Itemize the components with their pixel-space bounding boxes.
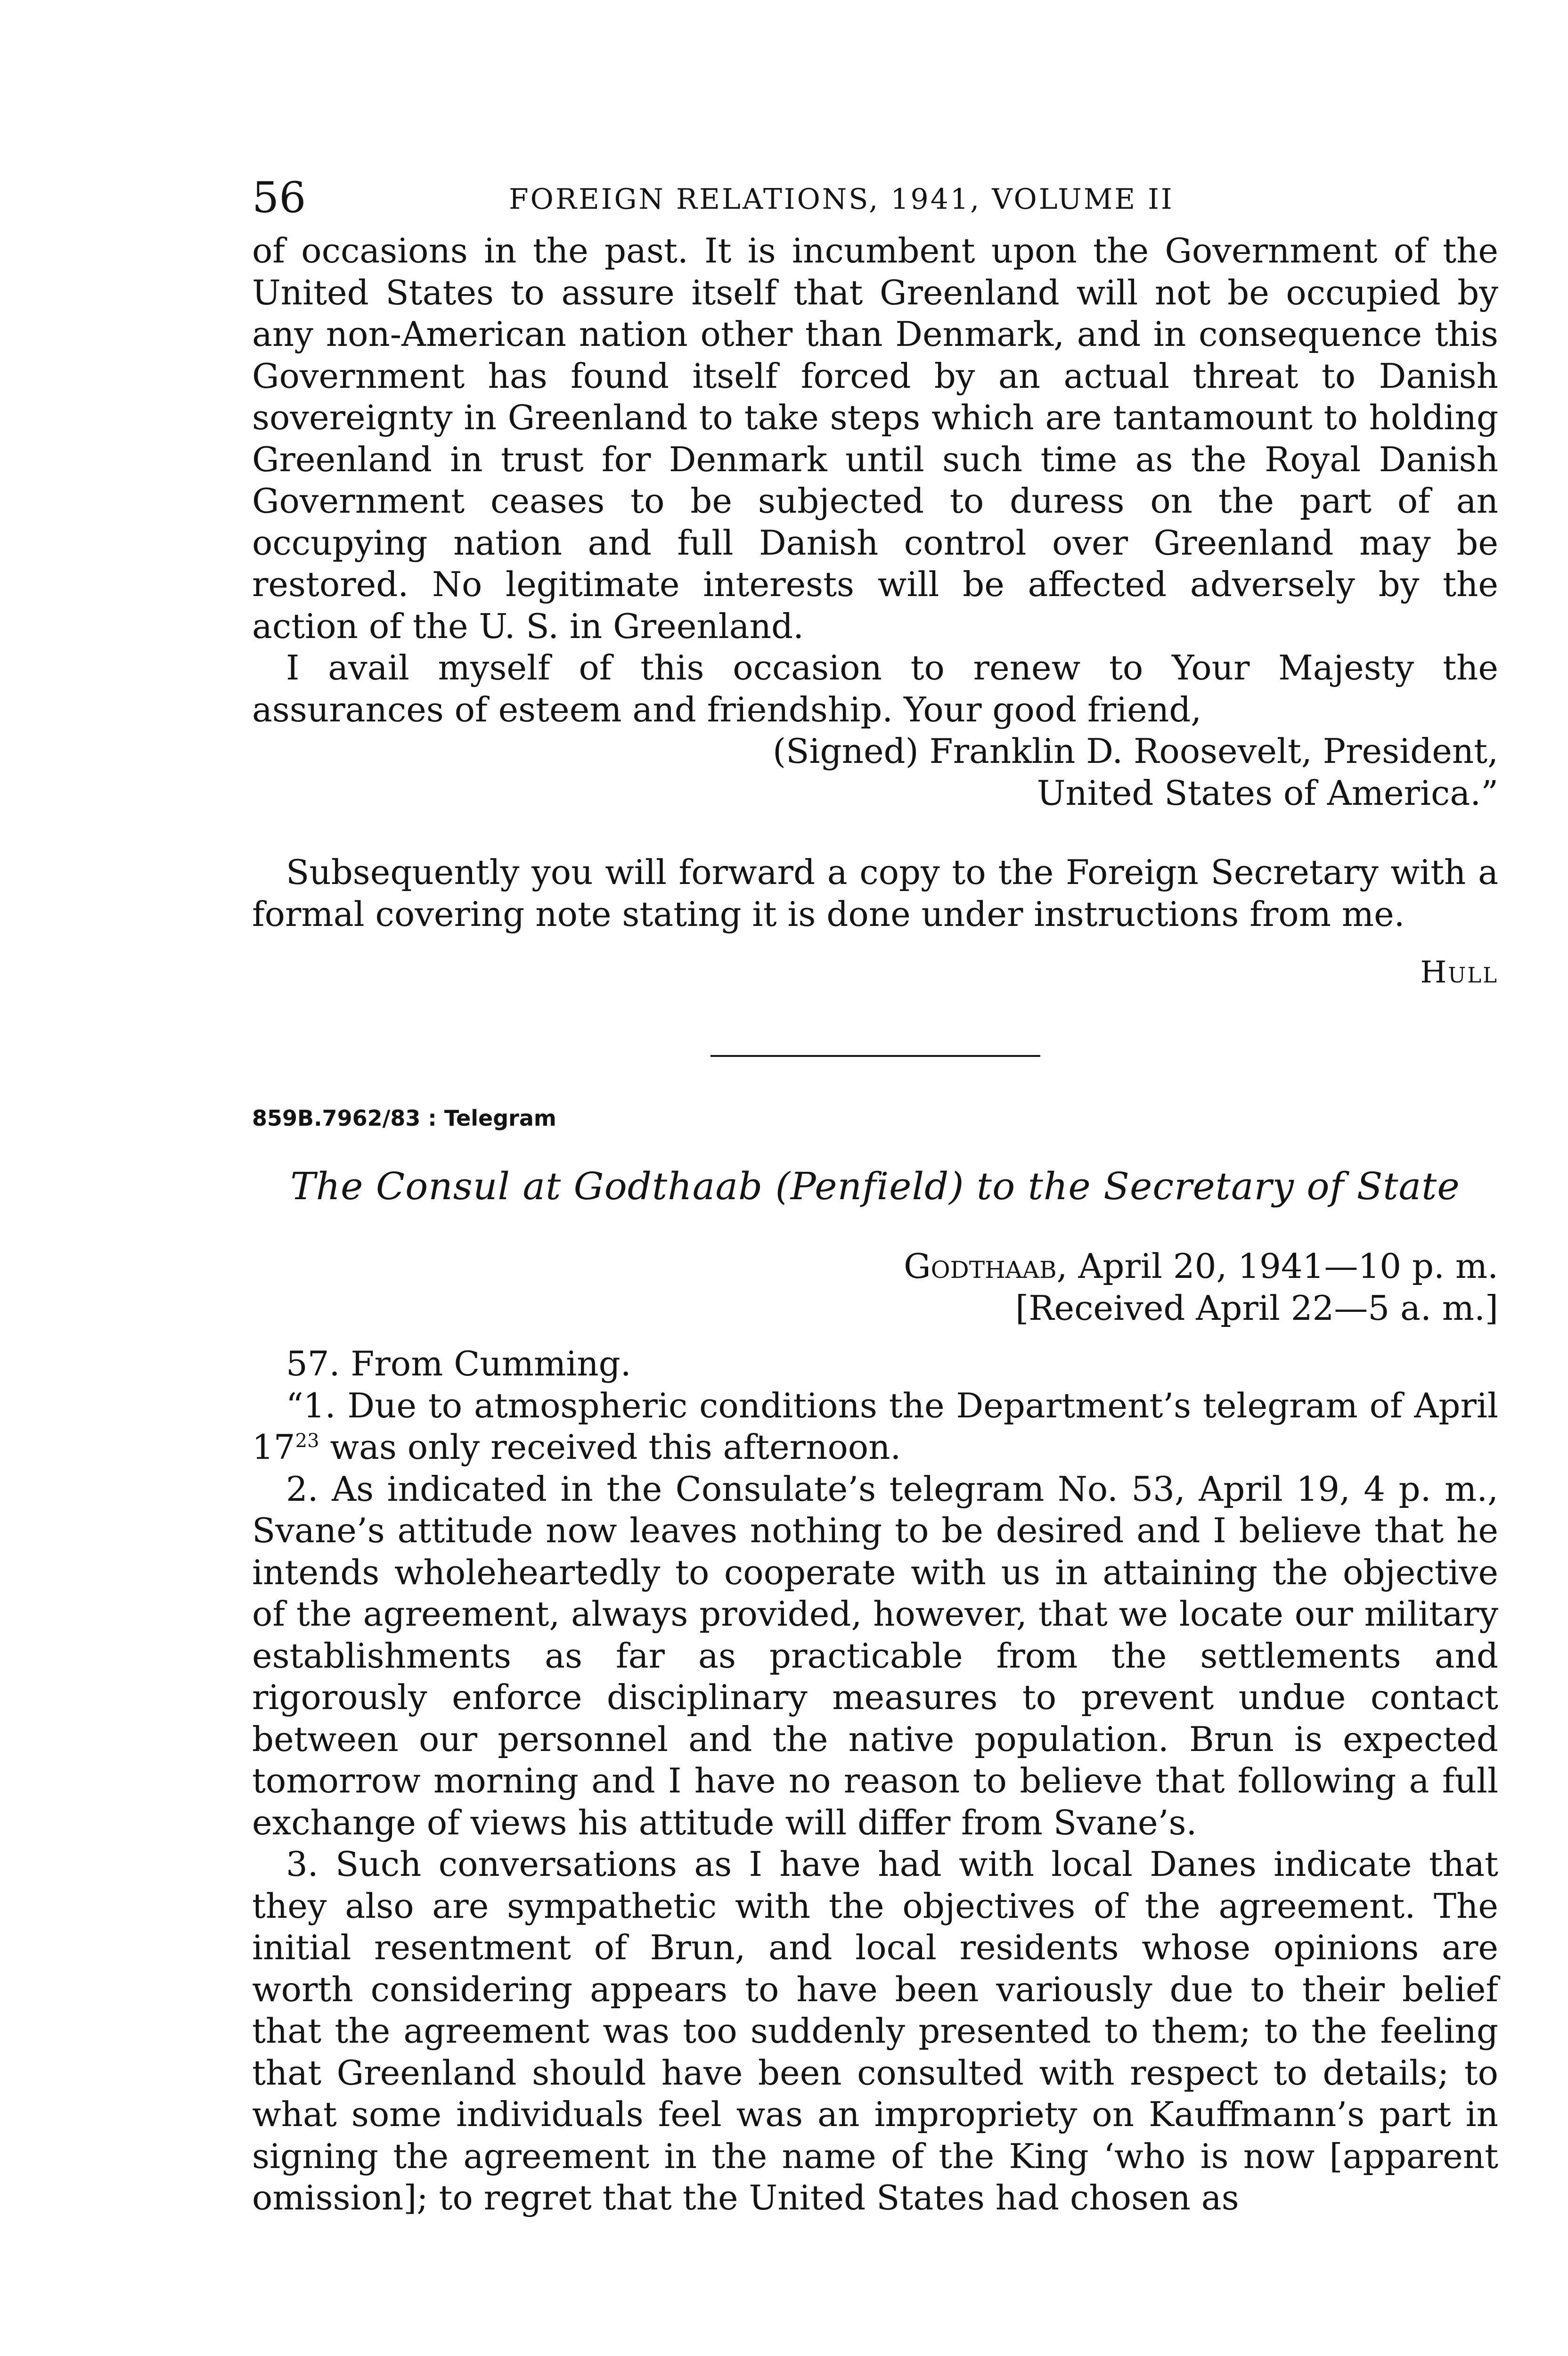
footnote-reference[interactable]: 23 (295, 1430, 319, 1452)
paragraph: 3. Such conversations as I have had with local Danes indicate that they also are sympathetic with the objectives of the agreement. The initial resentment of Brun, and local residents whose opinions are worth considering appears to have been variously due to their belief that the agreement was too suddenly presented to them; to the feeling that Greenland should have been consulted with respect to details; to what some individuals feel was an impropriety on Kauffmann’s part in signing the agreement in the name of the King ‘who is now [apparent omission]; to regret that the United States had chosen as (252, 1844, 1498, 2217)
paragraph: of occasions in the past. It is incumbent upon the Government of the United States to assure itself that Greenland will not be occupied by any non-American nation other than Denmark, and in consequence this Government has found itself forced by an actual threat to Danish sovereignty in Greenland to take steps which are tantamount to holding Greenland in trust for Denmark until such time as the Royal Danish Government ceases to be subjected to duress on the part of an occupying nation and full Danish control over Greenland may be restored. No legitimate interests will be affected adversely by the action of the U. S. in Greenland. (252, 231, 1498, 646)
paragraph: Subsequently you will forward a copy to the Foreign Secretary with a formal covering note stating it is done under instructions from me. (252, 852, 1498, 934)
dateline-place: Godthaab, (904, 1246, 1068, 1286)
file-reference: 859B.7962/83 : Telegram (252, 1105, 556, 1131)
received-line: [Received April 22—5 a. m.] (1015, 1288, 1498, 1328)
paragraph (252, 1385, 1498, 1468)
running-head (252, 170, 1498, 226)
paragraph: 2. As indicated in the Consulate’s telegram No. 53, April 19, 4 p. m., Svane’s attitude now leaves nothing to be desired and I believe that he intends wholeheartedly to cooperate with us in attaining the objective of the agreement, always provided, however, that we locate our military establishments as far as practicable from the settlements and rigorously enforce disciplinary measures to prevent undue contact between our personnel and the native population. Brun is expected tomorrow morning and I have no reason to believe that following a full exchange of views his attitude will differ from Svane’s. (252, 1469, 1498, 1842)
signoff: Hull (1420, 955, 1498, 990)
signature-line: (Signed) Franklin D. Roosevelt, President, (773, 731, 1498, 771)
telegram-body (252, 1343, 1498, 2219)
dateline (252, 1245, 1498, 1287)
signature-title: United States of America.” (1037, 773, 1498, 813)
page-number: 56 (252, 173, 306, 222)
paragraph: 57. From Cumming. (286, 1344, 631, 1383)
document-title: The Consul at Godthaab (Penfield) to the Secretary of State (290, 1164, 1460, 1208)
paragraph: I avail myself of this occasion to renew to Your Majesty the assurances of esteem and friendship. Your good friend, (252, 648, 1498, 729)
dateline-date: April 20, 1941—10 p. m. (1078, 1246, 1498, 1286)
section-divider (710, 1055, 1040, 1057)
page (252, 170, 1498, 2219)
letter-continuation (252, 230, 1498, 730)
paragraph-text: was only received this afternoon. (319, 1427, 901, 1467)
paragraph-text: “1. Due to atmospheric conditions the Department’s telegram of April 17 (252, 1385, 1498, 1467)
running-head-title: FOREIGN RELATIONS, 1941, VOLUME II (509, 183, 1174, 216)
instructions (252, 851, 1498, 935)
